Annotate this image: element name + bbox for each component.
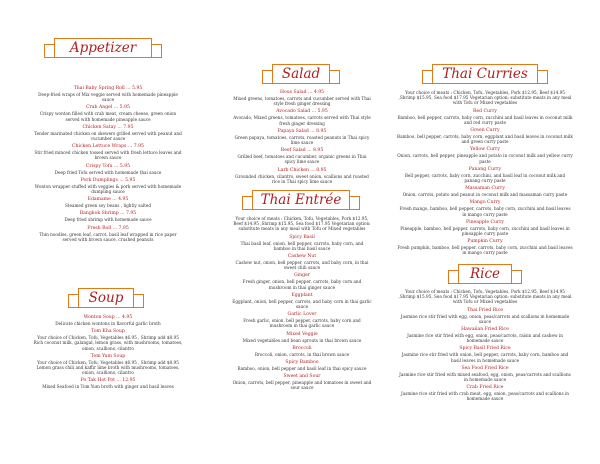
menu-item: Crispy Tofu ... 5.95 Deep fried Tofu served with homemade thai sauce	[54, 163, 162, 175]
menu-item: Beef Salad ... 8.95 Grilled beef, tomatoes and cucumber, organic greens in Thai spicy lime sauce	[237, 148, 367, 165]
menu-item: Tom Kha Soup Your choice of Chicken, Tofu, Vegetables $6.95 , Shrimp add $8.95 Rich coconut milk, galangal, lemon grass, with mushrooms, tomatoes, onion, scallions, cilantro	[33, 329, 183, 351]
curries-title: Thai Curries	[442, 66, 528, 82]
menu-item: Spicy Basil Thai basil leaf, onion, bell pepper, carrots, baby corn, and bamboo in thai basil sauce	[240, 234, 364, 251]
menu-item: Pineapple Curry Pineapple, bamboo, bell pepper, carrots, baby corn, zucchini and basil leaves in pineapple curry paste	[400, 219, 570, 237]
soup-banner	[68, 288, 144, 310]
menu-item: Avocado Salad ... 5.95 Avocado, Mixed greens, tomatoes, carrots served with Thai style fresh ginger dressing	[233, 109, 371, 126]
menu-item: Tom Yum Soup Your choice of Chicken, Tofu, Vegetables $6.95 , Shrimp add $8.95 Lemon grass chili and kaffir lime broth with mushrooms, tomatoes, onion, scallions, cilantro	[36, 353, 180, 376]
salad-banner	[262, 64, 340, 86]
menu-item: Sea Food Fried Rice Jasmine rice stir fried with mixed seafood, egg, onion, peas/carrots and scallions in homemade sauce	[399, 365, 571, 383]
menu-item: Mango Curry Fresh mango, bamboo, bell pepper, carrots, baby corn, zucchini and basil leaves in mango curry paste	[399, 200, 571, 217]
menu-item: Red Curry Bamboo, bell pepper, carrots, baby corn, zucchini and basil leaves in coconut milk and red curry paste	[397, 108, 573, 125]
menu-item: Green Curry Bamboo, bell pepper, carrots, baby corn, eggplant and basil leaves in coconut milk and green curry paste	[397, 128, 573, 145]
salad-title: Salad	[281, 66, 321, 82]
rice-title: Rice	[469, 266, 501, 282]
appetizer-list	[33, 86, 183, 245]
menu-item: Crab Fried Rice Jasmine rice stir fried with crab meat, egg, onion, peas/carrots and scallions in homemade sauce	[401, 385, 569, 402]
menu-item: Chicken Satay ... 7.95 Tender marinated chicken on skewers grilled served with peanut and cucumber sauce	[34, 124, 182, 142]
salad-list	[232, 90, 372, 187]
menu-item: Papaya Salad ... 8.95 Green papaya, tomatoes, carrots, roasted peanuts in Thai spicy lime sauce	[234, 128, 370, 146]
menu-item: Spicy Bamboo Bamboo, onion, bell pepper and basil leaf in thai spicy sauce	[237, 360, 367, 372]
soup-list	[33, 315, 183, 393]
curries-intro: Your choice of meats : Chicken, Tofu, Vegetables, Pork $12.95, Beef $14.95 ,Shrimp $15.95, Sea food $17.95 Vegetarian option: substitute meats in any meal with Tofu or Mixed vegetables	[398, 90, 572, 106]
entree-banner	[242, 190, 360, 212]
entree-list	[232, 216, 372, 394]
curries-list	[397, 90, 573, 259]
menu-item: Garlic Lover Fresh garlic, onion, bell pepper, carrots, baby corn and mushroom in thai garlic sauce	[243, 312, 361, 329]
menu-item: Fresh Roll ... 7.95 Thin noodles, green leaf, carrot, basil leaf wrapped in rice paper served with brown sauce, crushed peanuts	[39, 225, 177, 242]
menu-item: Thai Baby Spring Roll ... 5.95 Deep-fried wraps of Mix veggie served with homemade pineapple sauce	[38, 86, 178, 103]
menu-item: Eggplant Eggplant, onion, bell pepper, carrots, and baby corn in thai garlic sauce	[232, 292, 372, 310]
menu-item: Ginger Fresh ginger, onion, bell pepper, carrots, baby corn and mushroom in thai ginger sauce	[242, 273, 362, 290]
menu-item: Pork Dumplings ... 5.95 Wonton wrapper stuffed with veggies & pork served with homemade dumpling sauce	[34, 177, 182, 195]
appetizer-banner	[44, 38, 162, 60]
menu-item: Bangkok Shrimp ... 7.95 Deep fried shrimp with homemade sauce	[64, 211, 152, 223]
menu-item: Panang Curry Bell pepper, carrots, baby corn, zucchini, and basil leaf in coconut milk and panang curry paste	[404, 166, 566, 184]
menu-item: Yellow Curry Onion, carrots, bell pepper, pineapple and potato in coconut milk and yellow curry paste	[397, 147, 573, 164]
menu-item: Sweet and Sour Onion, carrots, bell pepper, pineapple and tomatoes in sweet and sour sauce	[232, 374, 372, 391]
menu-item: Pumpkin Curry Fresh pumpkin, bamboo, bell pepper, carrots, baby corn, zucchini and basil leaves in mango curry paste	[397, 239, 573, 256]
rice-banner	[448, 264, 522, 286]
menu-item: Hawaiian Fried Rice Jasmine rice stir fried with egg, onion, peas/carrots, raisin and cashew in homemade sauce	[407, 327, 563, 344]
entree-title: Thai Entrée	[260, 192, 342, 208]
menu-item: Mixed Veggie Mixed vegetables and bean sprouts in thai brown sauce	[242, 331, 362, 343]
soup-title: Soup	[88, 290, 124, 306]
rice-list	[397, 289, 573, 405]
entree-intro: Your choice of meats : Chicken, Tofu, Vegetables, Pork $12.95, Beef $14.95 ,Shrimp $15.95, Sea food $17.95 Vegetarian option: substitute meats in any meal with Tofu or Mixed vegetables	[233, 216, 371, 232]
curries-banner	[422, 64, 548, 86]
menu-item: Crab Angel ... 5.95 Crispy wonton filled with crab meat, cream cheese, green onion served with homemade pineapple sauce	[39, 105, 177, 122]
menu-item: Cashew Nut Cashew nut, onion, bell pepper, carrots, and baby corn, in thai sweet chili sauce	[235, 254, 369, 271]
menu-item: Larb Chicken ... 8.95 Grounded chicken, cilantro, sweet onion, scallions and roasted rice in Thai spicy lime sauce	[235, 167, 369, 184]
rice-intro: Your choice of meats : Chicken, Tofu, Vegetables, Pork $12.95, Beef $14.95 ,Shrimp $15.95, Sea food $17.95 Vegetarian option: substitute meats in any meal with Tofu or Mixed vegetables	[398, 289, 572, 305]
menu-item: Broccoli Broccoli, onion, carrots, in thai brown sauce	[254, 345, 350, 357]
menu-item: Hous Salad ... 4.95 Mixed greens, tomatoes, carrots and cucumber served with Thai style fresh ginger dressing	[233, 90, 371, 107]
menu-item: Massaman Curry Onion, carrots, potato and peanut in coconut milk and massaman curry paste	[402, 186, 568, 198]
menu-item: Edamame ... 4.95 Steamed green soy beans , lightly salted	[64, 197, 152, 209]
menu-item: Wonton Soup ... 4.95 Delicate chicken wontons in flavorful garlic broth	[55, 315, 161, 326]
appetizer-title: Appetizer	[69, 40, 137, 56]
menu-item: Chicken Lettuce Wraps ... 7.95 Stir fried minced chicken tossed served with fresh lettuce leaves and brown sauce	[34, 144, 182, 161]
menu-item: Po Tak Hot Pot ... 12.95 Mixed Seafood in Tom Yum broth with ginger and basil leaves	[42, 378, 174, 390]
menu-item: Spicy Basil Fried Rice Jasmine rice stir fried with onion, bell pepper, carrots, baby corn, bamboo and basil leaves in homemade sauce	[401, 346, 569, 363]
menu-item: Thai Fried Rice Jasmine rice stir fried with egg, onion, peas/carrots and scallions in homemade sauce	[400, 307, 570, 324]
